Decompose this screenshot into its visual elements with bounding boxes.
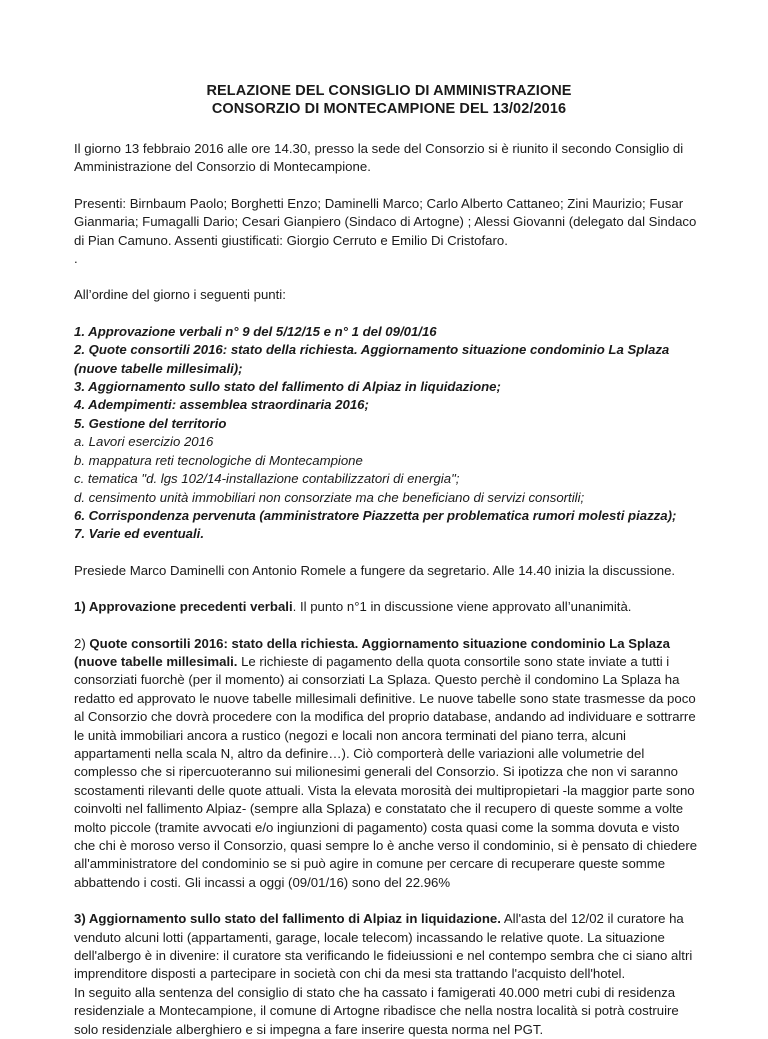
attendance-paragraph: Presenti: Birnbaum Paolo; Borghetti Enzo; Daminelli Marco; Carlo Alberto Cattaneo; Zini Maurizio; Fusar Gianmaria; Fumagalli Dario; Cesari Gianpiero (Sindaco di Artogne) ; Alessi Giovanni (delegato dal Sindaco di Pian Camuno. Assenti giustificati: Giorgio Cerruto e Emilio Di Cristofaro. (74, 195, 697, 248)
attendance-block (74, 195, 704, 269)
title-line-2: CONSORZIO DI MONTECAMPIONE DEL 13/02/2016 (211, 101, 567, 117)
agenda-subitem: a. Lavori esercizio 2016 (74, 434, 214, 450)
section-2-heading: Quote consortili 2016: stato della richiesta. Aggiornamento situazione condominio La Splaza (nuove tabelle millesimali. (74, 635, 670, 669)
agenda-subitem: b. mappatura reti tecnologiche di Montecampione (74, 452, 363, 468)
section-1-text: . Il punto n°1 in discussione viene approvato all’unanimità. (292, 599, 632, 615)
agenda-item: 7. Varie ed eventuali. (74, 526, 204, 542)
section-2 (74, 635, 704, 893)
agenda-subitem: c. tematica "d. lgs 102/14-installazione contabilizzatori di energia"; (74, 471, 460, 487)
section-2-number: 2) (74, 635, 90, 651)
section-1 (74, 598, 704, 616)
stray-dot: . (74, 251, 78, 267)
agenda-item: 2. Quote consortili 2016: stato della richiesta. Aggiornamento situazione condominio La Splaza (nuove tabelle millesimali); (74, 342, 670, 376)
section-3-heading: 3) Aggiornamento sullo stato del fallimento di Alpiaz in liquidazione. (74, 911, 501, 927)
agenda-item: 4. Adempimenti: assemblea straordinaria 2016; (74, 397, 369, 413)
section-2-text: Le richieste di pagamento della quota consortile sono state inviate a tutti i consorziati fuorchè (per il momento) ai consorziati La Splaza. Questo perchè il condomino La Splaza ha redatto ed approvato le nuove tabelle millesimali definitive. Le nuove tabelle sono state trasmesse da poco al Consorzio che dovrà procedere con la modifica del proprio database, andando ad individuare e sottrarre le unità immobiliari ancora a rustico (negozi e locali non ancora terminati del piano terra, alcuni appartamenti nella scala N, altro da definire…). Ciò comporterà delle variazioni alle volumetrie del complesso che si ripercuoteranno sui milionesimi generali del Consorzio. Si ipotizza che non vi saranno scostamenti rilevanti delle quote attuali. Vista la elevata morosità dei multipropietari -la maggior parte sono coinvolti nel fallimento Alpiaz- (sempre alla Splaza) e constatato che il recupero di queste somme a volte molto piccole (tramite avvocati e/o ingiunzioni di pagamento) costa quasi come la somma dovuta e visto che chi è moroso verso il Consorzio, quasi sempre lo è anche verso il condominio, si è pensato di chiedere all'amministratore del condominio se si può agire in comune per cercare di recuperare queste somme abbattendo i costi. Gli incassi a oggi (09/01/16) sono del 22.96% (74, 653, 698, 890)
document-title (74, 82, 704, 118)
section-1-heading: 1) Approvazione precedenti verbali (74, 599, 293, 615)
intro-paragraph: Il giorno 13 febbraio 2016 alle ore 14.30, presso la sede del Consorzio si è riunito il secondo Consiglio di Amministrazione del Consorzio di Montecampione. (74, 141, 684, 175)
agenda-subitem: d. censimento unità immobiliari non consorziate ma che beneficiano di servizi consortili; (74, 489, 585, 505)
agenda-item: 1. Approvazione verbali n° 9 del 5/12/15 e n° 1 del 09/01/16 (74, 323, 437, 339)
agenda-intro: All’ordine del giorno i seguenti punti: (74, 287, 286, 303)
agenda-item: 5. Gestione del territorio (74, 415, 227, 431)
section-3-paragraph-2: In seguito alla sentenza del consiglio di stato che ha cassato i famigerati 40.000 metri cubi di residenza residenziale a Montecampione, il comune di Artogne ribadisce che nella nostra località si potrà costruire solo residenziale alberghiero e si impegna a fare inserire questa norma nel PGT. (74, 984, 679, 1037)
agenda-list (74, 323, 704, 544)
section-3 (74, 910, 704, 1039)
title-line-1: RELAZIONE DEL CONSIGLIO DI AMMINISTRAZIONE (206, 83, 572, 99)
chair-paragraph: Presiede Marco Daminelli con Antonio Romele a fungere da segretario. Alle 14.40 inizia la discussione. (74, 562, 676, 578)
agenda-item: 6. Corrispondenza pervenuta (amministratore Piazzetta per problematica rumori molesti piazza); (74, 507, 677, 523)
section-3-paragraph (74, 910, 704, 984)
agenda-item: 3. Aggiornamento sullo stato del fallimento di Alpiaz in liquidazione; (74, 379, 501, 395)
section-3-text: All'asta del 12/02 il curatore ha venduto alcuni lotti (appartamenti, garage, locale telecom) incassando le relative quote. La situazione dell'albergo è in divenire: il curatore sta verificando le fideiussioni e nel contempo sembra che ci siano altri imprenditore disposti a partecipare in società con chi da mesi sta trattando l'acquisto dell'hotel. (74, 911, 693, 982)
